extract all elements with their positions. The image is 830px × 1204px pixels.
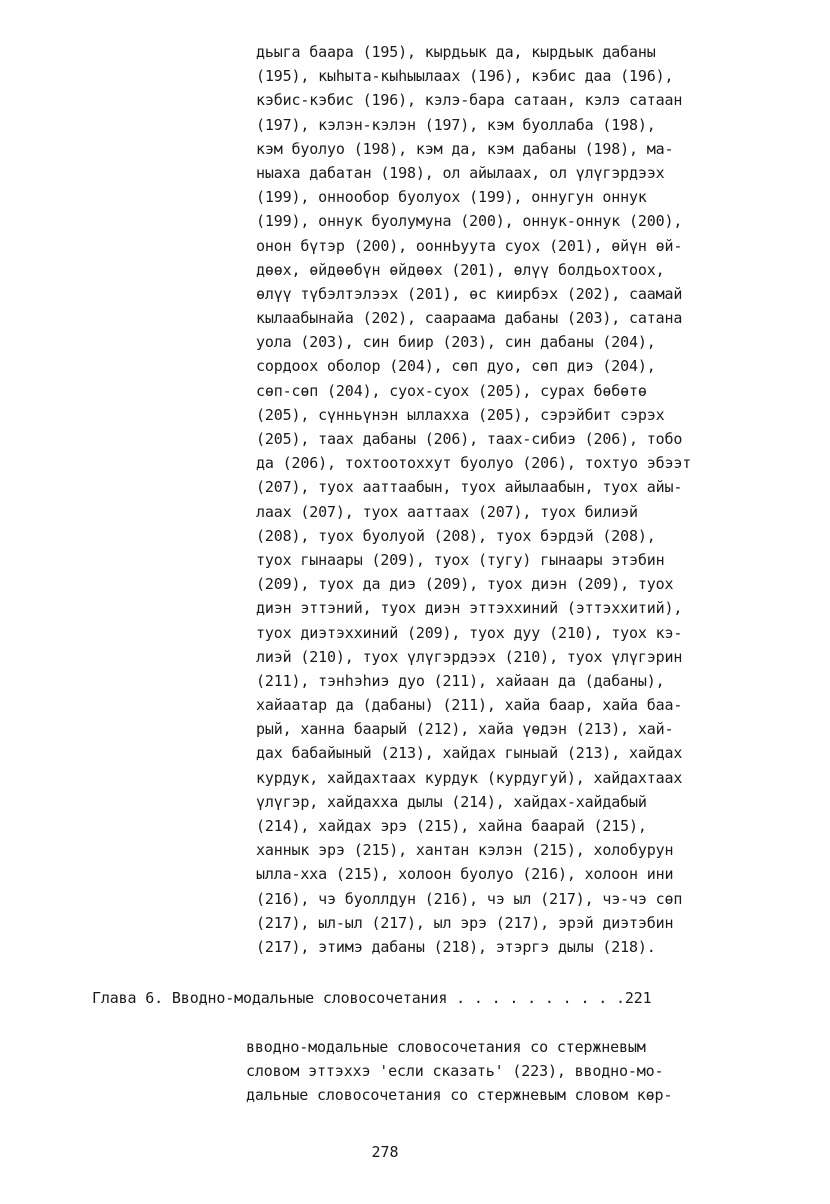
index-line: (217), ыл-ыл (217), ыл эрэ (217), эрэй диэтэбин bbox=[256, 913, 674, 932]
index-line: (199), оннообор буолуох (199), оннугун оннук bbox=[256, 188, 647, 207]
index-line: ханнык эрэ (215), хантан кэлэн (215), холобурун bbox=[256, 841, 674, 860]
index-line: (208), туох буолуой (208), туох бэрдэй (208), bbox=[256, 526, 656, 545]
index-line: кылаабынайа (202), саараама дабаны (203), сатана bbox=[256, 309, 683, 328]
index-line: (199), оннук буолумуна (200), оннук-оннук (200), bbox=[256, 212, 683, 231]
toc-chapter-entry bbox=[92, 986, 732, 1010]
index-line: (195), кыһыта-кыһыылаах (196), кэбис даа (196), bbox=[256, 67, 674, 86]
index-line: лиэй (210), туох үлүгэрдээх (210), туох үлүгэрин bbox=[256, 647, 683, 666]
index-line: кэм буолуо (198), кэм да, кэм дабаны (198), ма- bbox=[256, 139, 674, 158]
index-line: туох гынаары (209), туох (тугу) гынаары этэбин bbox=[256, 550, 665, 569]
index-line: рый, ханна баарый (212), хайа үөдэн (213), хай- bbox=[256, 720, 674, 739]
index-line: лаах (207), туох ааттаах (207), туох билиэй bbox=[256, 502, 638, 521]
index-line: уола (203), син биир (203), син дабаны (204), bbox=[256, 333, 656, 352]
toc-dot-leader: . . . . . . . . . . bbox=[447, 989, 625, 1007]
index-line: (214), хайдах эрэ (215), хайна баарай (215), bbox=[256, 817, 647, 835]
index-text-block bbox=[256, 40, 756, 959]
index-line: үлүгэр, хайдахха дылы (214), хайдах-хайдабый bbox=[256, 792, 647, 811]
index-line: (205), таах дабаны (206), таах-сибиэ (206), тобо bbox=[256, 430, 683, 448]
index-line: кэбис-кэбис (196), кэлэ-бара сатаан, кэлэ сатаан bbox=[256, 91, 683, 110]
index-line: хайаатар да (дабаны) (211), хайа баар, хайа баа- bbox=[256, 696, 683, 715]
chapter-contents-line: дальные словосочетания со стержневым словом көр- bbox=[246, 1086, 673, 1104]
index-line: курдук, хайдахтаах курдук (курдугуй), хайдахтаах bbox=[256, 768, 683, 787]
index-line: (197), кэлэн-кэлэн (197), кэм буоллаба (198), bbox=[256, 115, 656, 134]
index-line: дах бабайыный (213), хайдах гыныай (213), хайдах bbox=[256, 744, 683, 763]
index-line: (205), сүнньүнэн ыллахха (205), сэрэйбит сэрэх bbox=[256, 405, 665, 424]
index-line: өлүү түбэлтэлээх (201), өс киирбэх (202), саамай bbox=[256, 284, 683, 303]
index-line: (209), туох да диэ (209), туох диэн (209), туох bbox=[256, 575, 674, 594]
chapter-contents-block bbox=[246, 1035, 746, 1107]
index-line: сөп-сөп (204), суох-суох (205), сурах бөбөтө bbox=[256, 381, 647, 400]
chapter-contents-line: словом эттэххэ 'если сказать' (223), вводно-мо- bbox=[246, 1062, 664, 1080]
index-line: (207), туох ааттаабын, туох айылаабын, туох айы- bbox=[256, 478, 683, 497]
index-line: дьыга баара (195), кырдьык да, кырдьык дабаны bbox=[256, 43, 656, 61]
chapter-page-number: 221 bbox=[624, 989, 652, 1007]
chapter-contents-line: вводно-модальные словосочетания со стержневым bbox=[246, 1038, 646, 1056]
page-number: 278 bbox=[371, 1143, 399, 1161]
index-line: (211), тэнһэһиэ дуо (211), хайаан да (дабаны), bbox=[256, 671, 665, 690]
index-line: диэн эттэний, туох диэн эттэххиний (эттэххитий), bbox=[256, 599, 683, 618]
index-line: ылла-хха (215), холоон буолуо (216), холоон ини bbox=[256, 865, 674, 884]
index-line: да (206), тохтоотоххут буолуо (206), тохтуо эбээт bbox=[256, 454, 692, 473]
index-line: дөөх, өйдөөбүн өйдөөх (201), өлүү болдьохтоох, bbox=[256, 260, 665, 279]
index-line: сордоох оболор (204), сөп дуо, сөп диэ (204), bbox=[256, 357, 656, 376]
index-line: ныаха дабатан (198), ол айылаах, ол үлүгэрдээх bbox=[256, 163, 665, 182]
index-line: туох диэтэххиний (209), туох дуу (210), туох кэ- bbox=[256, 623, 683, 642]
index-line: (216), чэ буоллдун (216), чэ ыл (217), чэ-чэ сөп bbox=[256, 889, 683, 908]
index-line: онон бүтэр (200), ооннЬуута суох (201), өйүн өй- bbox=[256, 236, 683, 255]
chapter-title: Глава 6. Вводно-модальные словосочетания bbox=[92, 989, 448, 1007]
index-line: (217), этимэ дабаны (218), этэргэ дылы (218). bbox=[256, 937, 656, 956]
